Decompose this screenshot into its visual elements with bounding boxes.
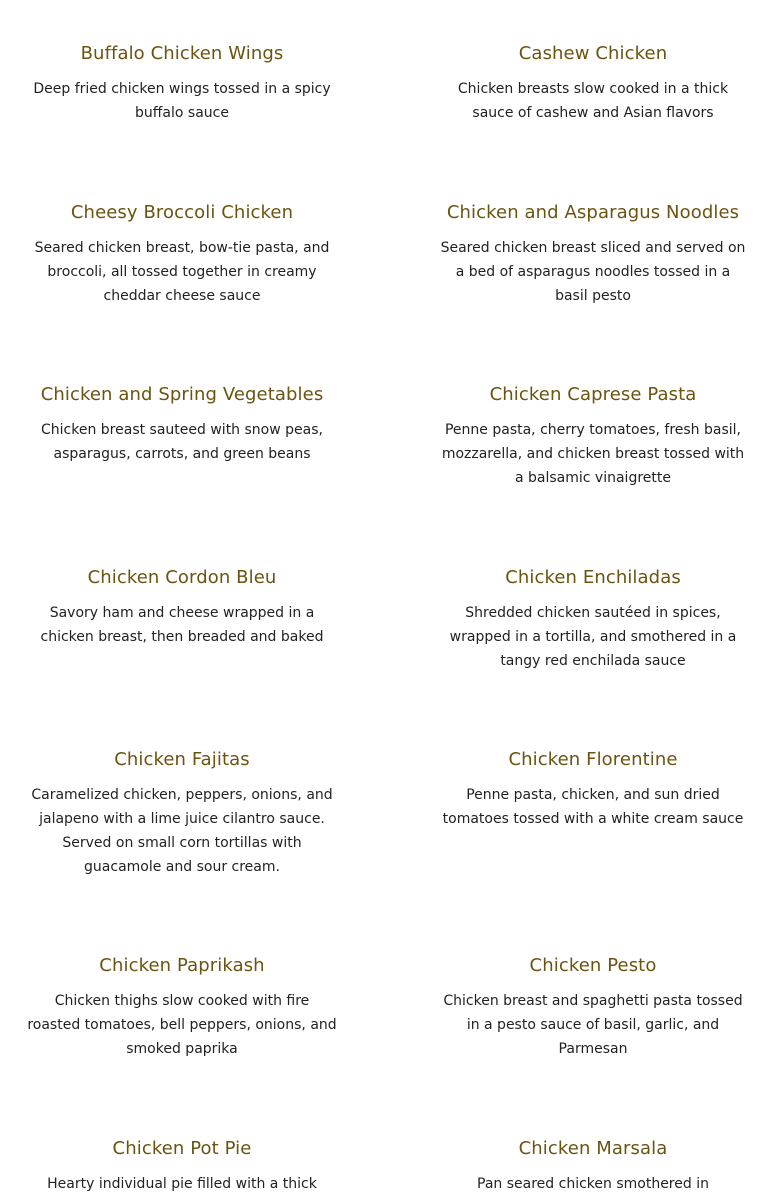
menu-item [27, 954, 337, 1061]
menu-item-description: Chicken breast sauteed with snow peas, asparagus, carrots, and green beans [41, 422, 323, 462]
menu-item [27, 1137, 337, 1196]
menu-item-name: Chicken and Asparagus Noodles [446, 202, 740, 223]
menu-item [438, 954, 748, 1061]
menu-item-name: Chicken Caprese Pasta [489, 384, 697, 405]
menu-item [438, 201, 748, 308]
menu-item [438, 42, 748, 125]
menu-item [27, 42, 337, 125]
menu-item [27, 566, 337, 649]
menu-item-description: Seared chicken breast sliced and served on a bed of asparagus noodles tossed in a basil pesto [440, 240, 746, 304]
menu-item [438, 748, 748, 831]
menu-item-name: Cashew Chicken [518, 43, 668, 64]
menu-item-name: Chicken Cordon Bleu [87, 567, 277, 588]
menu-item-name: Chicken Paprikash [99, 955, 265, 976]
menu-item [27, 383, 337, 466]
menu-item-description: Caramelized chicken, peppers, onions, and jalapeno with a lime juice cilantro sauce. Served on small corn tortillas with guacamole and sour cream. [31, 787, 333, 875]
menu-item-description: Chicken breasts slow cooked in a thick sauce of cashew and Asian flavors [457, 81, 729, 121]
menu-item-description: Hearty individual pie filled with a thick [47, 1176, 317, 1192]
menu-item-name: Chicken and Spring Vegetables [40, 384, 324, 405]
menu-item [438, 383, 748, 490]
menu-item-name: Chicken Enchiladas [505, 567, 681, 588]
menu-item-name: Chicken Pot Pie [112, 1138, 252, 1159]
menu-item [438, 566, 748, 673]
menu-item-description: Seared chicken breast, bow-tie pasta, and broccoli, all tossed together in creamy cheddar cheese sauce [34, 240, 330, 304]
menu-item-name: Chicken Florentine [508, 749, 678, 770]
menu-item-description: Deep fried chicken wings tossed in a spicy buffalo sauce [33, 81, 331, 121]
menu-item-description: Penne pasta, chicken, and sun dried tomatoes tossed with a white cream sauce [442, 787, 744, 827]
menu-item [27, 201, 337, 308]
menu-item-name: Chicken Fajitas [114, 749, 250, 770]
menu-item-description: Pan seared chicken smothered in [477, 1176, 709, 1192]
menu-item-name: Chicken Pesto [529, 955, 657, 976]
menu-item [27, 748, 337, 879]
menu-item-description: Savory ham and cheese wrapped in a chicken breast, then breaded and baked [40, 605, 324, 645]
menu-item-name: Cheesy Broccoli Chicken [70, 202, 294, 223]
menu-item-description: Penne pasta, cherry tomatoes, fresh basil, mozzarella, and chicken breast tossed with a balsamic vinaigrette [441, 422, 745, 486]
menu-item-description: Shredded chicken sautéed in spices, wrapped in a tortilla, and smothered in a tangy red enchilada sauce [449, 605, 737, 669]
menu-item-name: Buffalo Chicken Wings [80, 43, 284, 64]
menu-item-name: Chicken Marsala [518, 1138, 668, 1159]
menu-item [438, 1137, 748, 1196]
menu-item-description: Chicken breast and spaghetti pasta tossed in a pesto sauce of basil, garlic, and Parmesan [443, 993, 743, 1057]
menu-item-description: Chicken thighs slow cooked with fire roasted tomatoes, bell peppers, onions, and smoked paprika [27, 993, 337, 1057]
